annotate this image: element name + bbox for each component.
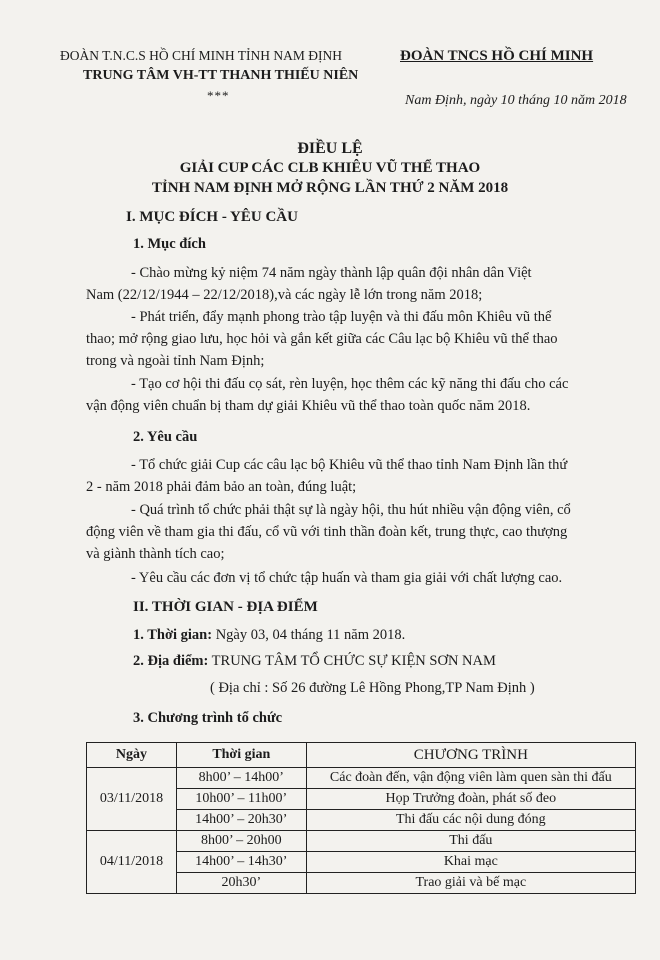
paragraph-line: Nam (22/12/1944 – 22/12/2018),và các ngày lễ lớn trong năm 2018;	[86, 287, 483, 303]
center-name: TRUNG TÂM VH-TT THANH THIẾU NIÊN	[83, 68, 359, 83]
schedule-table	[86, 742, 636, 894]
schedule-time-cell: 20h30’	[176, 873, 306, 894]
section-1-heading: I. MỤC ĐÍCH - YÊU CẦU	[126, 209, 298, 225]
event-time-label: 1. Thời gian:	[133, 627, 213, 643]
schedule-program-cell: Các đoàn đến, vận động viên làm quen sàn thi đấu	[306, 768, 635, 789]
section-2-heading: II. THỜI GIAN - ĐỊA ĐIỂM	[133, 599, 318, 615]
schedule-time-cell: 14h00’ – 14h30’	[176, 852, 306, 873]
event-time-value: Ngày 03, 04 tháng 11 năm 2018.	[212, 627, 406, 643]
schedule-header-row	[87, 743, 636, 768]
table-row	[87, 831, 636, 852]
paragraph-line: - Chào mừng kỷ niệm 74 năm ngày thành lập quân đội nhân dân Việt	[131, 265, 532, 281]
paragraph-line: thao; mở rộng giao lưu, học hỏi và gắn kết giữa các Câu lạc bộ Khiêu vũ thể thao	[86, 331, 558, 347]
column-header-program: CHƯƠNG TRÌNH	[306, 743, 635, 768]
schedule-time-cell: 8h00’ – 20h00	[176, 831, 306, 852]
paragraph-line: - Tổ chức giải Cup các câu lạc bộ Khiêu vũ thể thao tỉnh Nam Định lần thứ	[131, 457, 568, 473]
paragraph-line: 2 - năm 2018 phải đảm bảo an toàn, đúng luật;	[86, 479, 357, 495]
paragraph-line: và giành thành tích cao;	[86, 546, 225, 562]
event-place	[133, 653, 496, 670]
schedule-date-cell: 04/11/2018	[87, 831, 177, 894]
paragraph-line: trong và ngoài tỉnh Nam Định;	[86, 353, 265, 369]
event-address: ( Địa chỉ : Số 26 đường Lê Hồng Phong,TP Nam Định )	[210, 680, 535, 696]
paragraph-line: - Tạo cơ hội thi đấu cọ sát, rèn luyện, học thêm các kỹ năng thi đấu cho các	[131, 376, 569, 392]
union-name: ĐOÀN TNCS HỒ CHÍ MINH	[400, 48, 594, 64]
table-row	[87, 768, 636, 789]
subsection-purpose: 1. Mục đích	[133, 236, 206, 252]
place-date: Nam Định, ngày 10 tháng 10 năm 2018	[405, 93, 627, 108]
event-time	[133, 627, 405, 644]
paragraph-line: - Phát triển, đẩy mạnh phong trào tập luyện và thi đấu môn Khiêu vũ thể	[131, 309, 552, 325]
document-subtitle-1: GIẢI CUP CÁC CLB KHIÊU VŨ THỂ THAO	[179, 160, 481, 176]
paragraph-line: - Quá trình tổ chức phải thật sự là ngày hội, thu hút nhiều vận động viên, cổ	[131, 502, 571, 518]
schedule-time-cell: 14h00’ – 20h30’	[176, 810, 306, 831]
schedule-program-cell: Trao giải và bế mạc	[306, 873, 635, 894]
document-title: ĐIỀU LỆ	[297, 140, 363, 157]
document-subtitle-2: TỈNH NAM ĐỊNH MỞ RỘNG LẦN THỨ 2 NĂM 2018	[151, 180, 509, 196]
schedule-program-cell: Họp Trưởng đoàn, phát số đeo	[306, 789, 635, 810]
schedule-date-cell: 03/11/2018	[87, 768, 177, 831]
schedule-time-cell: 8h00’ – 14h00’	[176, 768, 306, 789]
subsection-requirements: 2. Yêu cầu	[133, 429, 198, 445]
paragraph-line: vận động viên chuẩn bị tham dự giải Khiêu vũ thể thao toàn quốc năm 2018.	[86, 398, 531, 414]
paragraph-line: - Yêu cầu các đơn vị tổ chức tập huấn và tham gia giải với chất lượng cao.	[131, 570, 563, 586]
event-place-label: 2. Địa điểm:	[133, 653, 209, 669]
paragraph-line: động viên về tham gia thi đấu, cổ vũ với tinh thần đoàn kết, trung thực, cao thượng	[86, 524, 568, 540]
schedule-time-cell: 10h00’ – 11h00’	[176, 789, 306, 810]
header-ornament: ***	[207, 88, 230, 103]
column-header-date: Ngày	[87, 743, 177, 768]
schedule-program-cell: Khai mạc	[306, 852, 635, 873]
schedule-program-cell: Thi đấu	[306, 831, 635, 852]
schedule-program-cell: Thi đấu các nội dung đóng	[306, 810, 635, 831]
column-header-time: Thời gian	[176, 743, 306, 768]
event-place-value: TRUNG TÂM TỔ CHỨC SỰ KIỆN SƠN NAM	[208, 653, 496, 669]
subsection-program: 3. Chương trình tổ chức	[133, 710, 283, 726]
org-name: ĐOÀN T.N.C.S HỒ CHÍ MINH TỈNH NAM ĐỊNH	[60, 48, 342, 63]
